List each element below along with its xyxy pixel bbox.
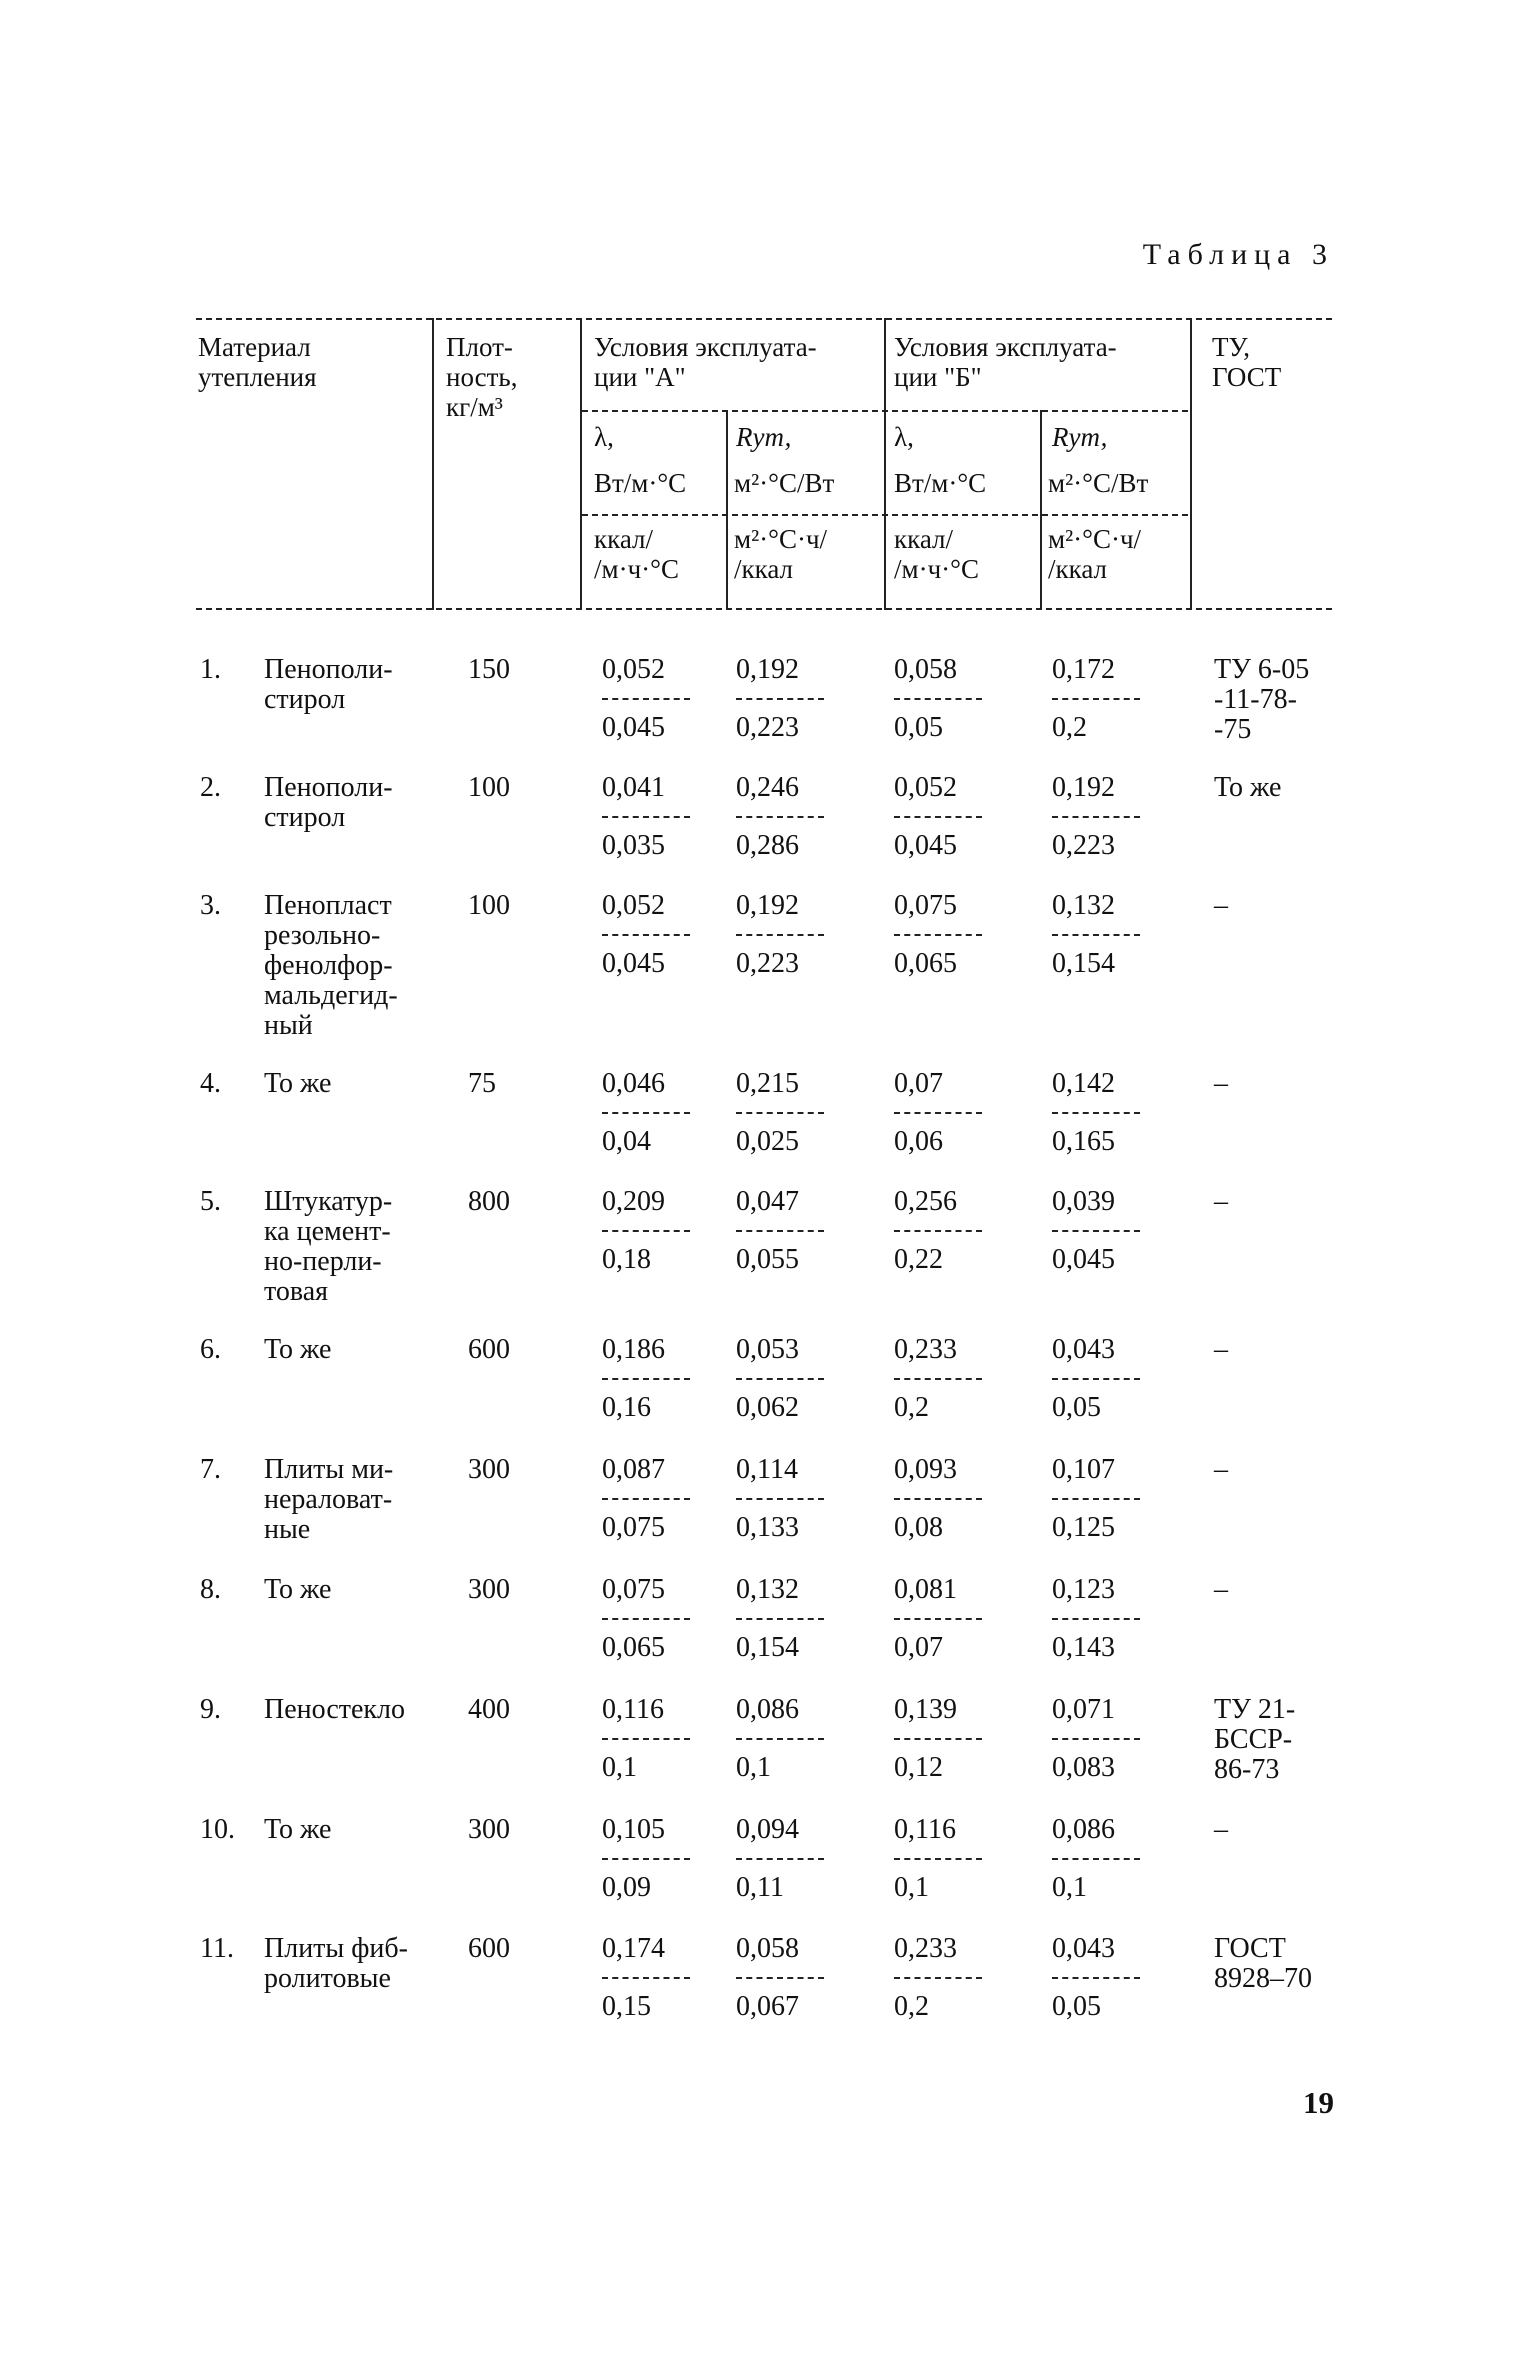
- fraction-bar: [894, 1858, 982, 1860]
- lambda-a-fraction: [602, 1575, 702, 1663]
- lambda-a-kcal: 0,1: [602, 1752, 637, 1783]
- lambda-a-si: 0,116: [602, 1694, 664, 1725]
- row-density: 600: [468, 1933, 510, 1964]
- row-gost: –: [1214, 1334, 1228, 1365]
- header-a-r: Rут,: [736, 422, 792, 452]
- lambda-b-kcal: 0,2: [894, 1392, 929, 1423]
- lambda-a-si: 0,209: [602, 1186, 665, 1217]
- r-a-si: 0,058: [736, 1933, 799, 1964]
- lambda-b-fraction: [894, 1695, 994, 1783]
- fraction-bar: [894, 1738, 982, 1740]
- lambda-b-si: 0,116: [894, 1814, 956, 1845]
- r-b-fraction: [1052, 1335, 1152, 1423]
- r-b-fraction: [1052, 1815, 1152, 1903]
- lambda-b-fraction: [894, 1187, 994, 1275]
- fraction-bar: [894, 1498, 982, 1500]
- lambda-a-fraction: [602, 1815, 702, 1903]
- lambda-a-kcal: 0,18: [602, 1244, 651, 1275]
- fraction-bar: [736, 1977, 824, 1979]
- lambda-a-kcal: 0,045: [602, 712, 665, 743]
- r-a-si: 0,086: [736, 1694, 799, 1725]
- r-b-kcal: 0,223: [1052, 830, 1115, 861]
- r-a-kcal: 0,1: [736, 1752, 771, 1783]
- lambda-b-si: 0,081: [894, 1574, 957, 1605]
- lambda-b-fraction: [894, 1934, 994, 2022]
- lambda-b-si: 0,07: [894, 1068, 943, 1099]
- lambda-a-fraction: [602, 891, 702, 979]
- page-number: 19: [1303, 2085, 1334, 2120]
- row-material: Штукатур- ка цемент- но-перли- товая: [264, 1186, 393, 1307]
- lambda-b-fraction: [894, 1815, 994, 1903]
- r-a-si: 0,192: [736, 890, 799, 921]
- header-b-r-unit: м²·°С/Вт: [1048, 468, 1149, 498]
- lambda-b-si: 0,256: [894, 1186, 957, 1217]
- fraction-bar: [736, 1230, 824, 1232]
- r-b-kcal: 0,083: [1052, 1752, 1115, 1783]
- r-b-fraction: [1052, 1934, 1152, 2022]
- row-density: 300: [468, 1814, 510, 1845]
- fraction-bar: [1052, 1112, 1140, 1114]
- row-gost: –: [1214, 1186, 1228, 1217]
- row-gost: ТУ 6-05 -11-78- -75: [1214, 654, 1310, 745]
- lambda-a-fraction: [602, 1335, 702, 1423]
- fraction-bar: [1052, 698, 1140, 700]
- r-a-fraction: [736, 1815, 836, 1903]
- row-number: 5.: [200, 1186, 221, 1217]
- fraction-bar: [894, 1112, 982, 1114]
- lambda-a-fraction: [602, 1695, 702, 1783]
- r-b-fraction: [1052, 1069, 1152, 1157]
- col-sep-1: [432, 318, 434, 610]
- row-number: 7.: [200, 1454, 221, 1485]
- header-a-r-alt: м²·°С·ч/ /ккал: [734, 524, 828, 584]
- header-b-r-alt: м²·°С·ч/ /ккал: [1048, 524, 1142, 584]
- fraction-bar: [602, 1738, 690, 1740]
- row-number: 11.: [200, 1933, 234, 1964]
- col-sep-2: [580, 318, 582, 610]
- fraction-bar: [602, 1498, 690, 1500]
- r-a-kcal: 0,11: [736, 1872, 784, 1903]
- lambda-a-fraction: [602, 1069, 702, 1157]
- lambda-a-si: 0,105: [602, 1814, 665, 1845]
- r-a-si: 0,114: [736, 1454, 798, 1485]
- lambda-a-si: 0,087: [602, 1454, 665, 1485]
- r-a-fraction: [736, 1455, 836, 1543]
- fraction-bar: [602, 1977, 690, 1979]
- lambda-a-kcal: 0,04: [602, 1126, 651, 1157]
- r-b-si: 0,172: [1052, 654, 1115, 685]
- r-a-kcal: 0,055: [736, 1244, 799, 1275]
- row-material: Пенопласт резольно- фенолфор- мальдегид- ный: [264, 890, 398, 1041]
- r-b-si: 0,107: [1052, 1454, 1115, 1485]
- fraction-bar: [736, 1858, 824, 1860]
- row-number: 8.: [200, 1574, 221, 1605]
- lambda-a-si: 0,052: [602, 654, 665, 685]
- fraction-bar: [736, 1378, 824, 1380]
- r-a-fraction: [736, 655, 836, 743]
- lambda-b-si: 0,233: [894, 1933, 957, 1964]
- lambda-a-kcal: 0,16: [602, 1392, 651, 1423]
- fraction-bar: [1052, 1738, 1140, 1740]
- lambda-b-fraction: [894, 891, 994, 979]
- r-a-fraction: [736, 1934, 836, 2022]
- lambda-b-fraction: [894, 1575, 994, 1663]
- r-a-fraction: [736, 773, 836, 861]
- row-number: 2.: [200, 772, 221, 803]
- r-b-fraction: [1052, 773, 1152, 861]
- r-b-fraction: [1052, 891, 1152, 979]
- lambda-a-kcal: 0,045: [602, 948, 665, 979]
- r-b-kcal: 0,154: [1052, 948, 1115, 979]
- fraction-bar: [736, 816, 824, 818]
- fraction-bar: [894, 1977, 982, 1979]
- header-a-lambda: λ,: [594, 422, 614, 452]
- r-a-si: 0,192: [736, 654, 799, 685]
- fraction-bar: [1052, 816, 1140, 818]
- row-number: 9.: [200, 1694, 221, 1725]
- r-a-kcal: 0,223: [736, 948, 799, 979]
- col-sep-5: [1040, 410, 1042, 610]
- r-b-kcal: 0,165: [1052, 1126, 1115, 1157]
- fraction-bar: [602, 698, 690, 700]
- fraction-bar: [736, 934, 824, 936]
- lambda-b-kcal: 0,2: [894, 1991, 929, 2022]
- lambda-a-si: 0,174: [602, 1933, 665, 1964]
- fraction-bar: [1052, 1498, 1140, 1500]
- header-gost: ТУ, ГОСТ: [1212, 332, 1282, 392]
- r-b-kcal: 0,045: [1052, 1244, 1115, 1275]
- lambda-a-si: 0,041: [602, 772, 665, 803]
- row-number: 10.: [200, 1814, 235, 1845]
- fraction-bar: [894, 816, 982, 818]
- fraction-bar: [894, 934, 982, 936]
- row-number: 1.: [200, 654, 221, 685]
- fraction-bar: [602, 1378, 690, 1380]
- r-a-si: 0,094: [736, 1814, 799, 1845]
- r-b-si: 0,132: [1052, 890, 1115, 921]
- r-a-si: 0,053: [736, 1334, 799, 1365]
- r-b-kcal: 0,143: [1052, 1632, 1115, 1663]
- r-b-kcal: 0,05: [1052, 1991, 1101, 2022]
- lambda-b-fraction: [894, 1069, 994, 1157]
- row-gost: ТУ 21- БССР- 86-73: [1214, 1694, 1296, 1785]
- r-b-fraction: [1052, 655, 1152, 743]
- row-density: 800: [468, 1186, 510, 1217]
- fraction-bar: [602, 1618, 690, 1620]
- row-material: Плиты фиб- ролитовые: [264, 1933, 408, 1994]
- fraction-bar: [736, 1498, 824, 1500]
- r-b-kcal: 0,2: [1052, 712, 1087, 743]
- lambda-b-fraction: [894, 655, 994, 743]
- col-sep-4: [884, 318, 886, 610]
- r-b-si: 0,043: [1052, 1933, 1115, 1964]
- header-a-r-unit: м²·°С/Вт: [734, 468, 835, 498]
- row-material: Плиты ми- нераловат- ные: [264, 1454, 394, 1545]
- r-b-fraction: [1052, 1695, 1152, 1783]
- r-a-kcal: 0,223: [736, 712, 799, 743]
- fraction-bar: [894, 1618, 982, 1620]
- row-material: Пеностекло: [264, 1694, 405, 1725]
- r-a-kcal: 0,067: [736, 1991, 799, 2022]
- lambda-a-si: 0,075: [602, 1574, 665, 1605]
- lambda-b-kcal: 0,045: [894, 830, 957, 861]
- lambda-a-fraction: [602, 1455, 702, 1543]
- fraction-bar: [894, 1230, 982, 1232]
- header-b-lambda-alt: ккал/ /м·ч·°С: [894, 524, 979, 584]
- lambda-b-fraction: [894, 1335, 994, 1423]
- lambda-b-fraction: [894, 1455, 994, 1543]
- r-a-si: 0,246: [736, 772, 799, 803]
- r-b-si: 0,086: [1052, 1814, 1115, 1845]
- header-b-lambda-unit: Вт/м·°С: [894, 468, 987, 498]
- fraction-bar: [736, 698, 824, 700]
- row-number: 4.: [200, 1068, 221, 1099]
- header-b-lambda: λ,: [894, 422, 914, 452]
- r-a-fraction: [736, 891, 836, 979]
- lambda-b-kcal: 0,065: [894, 948, 957, 979]
- r-a-fraction: [736, 1335, 836, 1423]
- row-density: 100: [468, 890, 510, 921]
- fraction-bar: [1052, 1230, 1140, 1232]
- lambda-a-kcal: 0,075: [602, 1512, 665, 1543]
- lambda-b-kcal: 0,12: [894, 1752, 943, 1783]
- lambda-a-kcal: 0,09: [602, 1872, 651, 1903]
- header-bottom-rule: [196, 608, 1332, 610]
- fraction-bar: [602, 1230, 690, 1232]
- lambda-b-si: 0,093: [894, 1454, 957, 1485]
- lambda-b-kcal: 0,07: [894, 1632, 943, 1663]
- r-a-fraction: [736, 1069, 836, 1157]
- r-a-si: 0,132: [736, 1574, 799, 1605]
- fraction-bar: [1052, 934, 1140, 936]
- lambda-a-kcal: 0,15: [602, 1991, 651, 2022]
- lambda-a-fraction: [602, 1934, 702, 2022]
- r-a-si: 0,215: [736, 1068, 799, 1099]
- header-top-rule: [196, 318, 1332, 320]
- row-density: 75: [468, 1068, 496, 1099]
- row-density: 300: [468, 1574, 510, 1605]
- header-b-r: Rут,: [1052, 422, 1108, 452]
- r-a-kcal: 0,062: [736, 1392, 799, 1423]
- lambda-a-si: 0,186: [602, 1334, 665, 1365]
- row-density: 100: [468, 772, 510, 803]
- lambda-b-kcal: 0,08: [894, 1512, 943, 1543]
- fraction-bar: [736, 1738, 824, 1740]
- r-a-fraction: [736, 1695, 836, 1783]
- r-b-kcal: 0,05: [1052, 1392, 1101, 1423]
- r-b-si: 0,123: [1052, 1574, 1115, 1605]
- header-conditions-a: Условия эксплуата- ции "А": [594, 332, 817, 392]
- lambda-a-fraction: [602, 1187, 702, 1275]
- r-a-kcal: 0,025: [736, 1126, 799, 1157]
- row-material: То же: [264, 1334, 332, 1365]
- lambda-a-kcal: 0,035: [602, 830, 665, 861]
- header-a-lambda-alt: ккал/ /м·ч·°С: [594, 524, 679, 584]
- r-b-si: 0,192: [1052, 772, 1115, 803]
- lambda-b-kcal: 0,1: [894, 1872, 929, 1903]
- r-b-fraction: [1052, 1575, 1152, 1663]
- row-density: 400: [468, 1694, 510, 1725]
- header-a-lambda-unit: Вт/м·°С: [594, 468, 687, 498]
- header-density: Плот- ность, кг/м³: [446, 332, 518, 422]
- lambda-b-si: 0,052: [894, 772, 957, 803]
- row-gost: –: [1214, 1814, 1228, 1845]
- col-sep-3: [726, 410, 728, 610]
- r-b-fraction: [1052, 1187, 1152, 1275]
- lambda-a-si: 0,052: [602, 890, 665, 921]
- row-density: 150: [468, 654, 510, 685]
- row-material: Пенополи- стирол: [264, 654, 393, 715]
- lambda-b-si: 0,075: [894, 890, 957, 921]
- lambda-b-si: 0,058: [894, 654, 957, 685]
- r-b-si: 0,071: [1052, 1694, 1115, 1725]
- r-b-fraction: [1052, 1455, 1152, 1543]
- lambda-b-kcal: 0,22: [894, 1244, 943, 1275]
- lambda-a-kcal: 0,065: [602, 1632, 665, 1663]
- header-material: Материал утепления: [198, 332, 317, 392]
- fraction-bar: [602, 816, 690, 818]
- r-b-kcal: 0,1: [1052, 1872, 1087, 1903]
- r-b-si: 0,142: [1052, 1068, 1115, 1099]
- fraction-bar: [1052, 1618, 1140, 1620]
- row-density: 300: [468, 1454, 510, 1485]
- fraction-bar: [1052, 1858, 1140, 1860]
- r-b-si: 0,043: [1052, 1334, 1115, 1365]
- row-gost: ГОСТ 8928–70: [1214, 1933, 1312, 1994]
- row-gost: –: [1214, 1068, 1228, 1099]
- r-a-kcal: 0,286: [736, 830, 799, 861]
- r-a-kcal: 0,154: [736, 1632, 799, 1663]
- lambda-a-fraction: [602, 655, 702, 743]
- r-b-kcal: 0,125: [1052, 1512, 1115, 1543]
- row-gost: –: [1214, 1454, 1228, 1485]
- table-header: [196, 318, 1332, 610]
- row-gost: То же: [1214, 772, 1282, 803]
- fraction-bar: [1052, 1977, 1140, 1979]
- fraction-bar: [1052, 1378, 1140, 1380]
- lambda-b-fraction: [894, 773, 994, 861]
- row-material: То же: [264, 1574, 332, 1605]
- fraction-bar: [602, 1858, 690, 1860]
- table-caption: Таблица 3: [1142, 238, 1334, 271]
- lambda-b-kcal: 0,06: [894, 1126, 943, 1157]
- row-gost: –: [1214, 1574, 1228, 1605]
- row-gost: –: [1214, 890, 1228, 921]
- fraction-bar: [602, 934, 690, 936]
- lambda-a-si: 0,046: [602, 1068, 665, 1099]
- lambda-b-si: 0,233: [894, 1334, 957, 1365]
- row-material: То же: [264, 1814, 332, 1845]
- lambda-b-kcal: 0,05: [894, 712, 943, 743]
- r-a-fraction: [736, 1575, 836, 1663]
- fraction-bar: [736, 1618, 824, 1620]
- row-number: 3.: [200, 890, 221, 921]
- r-a-si: 0,047: [736, 1186, 799, 1217]
- col-sep-6: [1190, 318, 1192, 610]
- r-a-kcal: 0,133: [736, 1512, 799, 1543]
- row-material: Пенополи- стирол: [264, 772, 393, 833]
- row-density: 600: [468, 1334, 510, 1365]
- fraction-bar: [894, 1378, 982, 1380]
- row-material: То же: [264, 1068, 332, 1099]
- r-a-fraction: [736, 1187, 836, 1275]
- header-conditions-b: Условия эксплуата- ции "Б": [894, 332, 1117, 392]
- fraction-bar: [736, 1112, 824, 1114]
- fraction-bar: [602, 1112, 690, 1114]
- lambda-a-fraction: [602, 773, 702, 861]
- fraction-bar: [894, 698, 982, 700]
- r-b-si: 0,039: [1052, 1186, 1115, 1217]
- row-number: 6.: [200, 1334, 221, 1365]
- lambda-b-si: 0,139: [894, 1694, 957, 1725]
